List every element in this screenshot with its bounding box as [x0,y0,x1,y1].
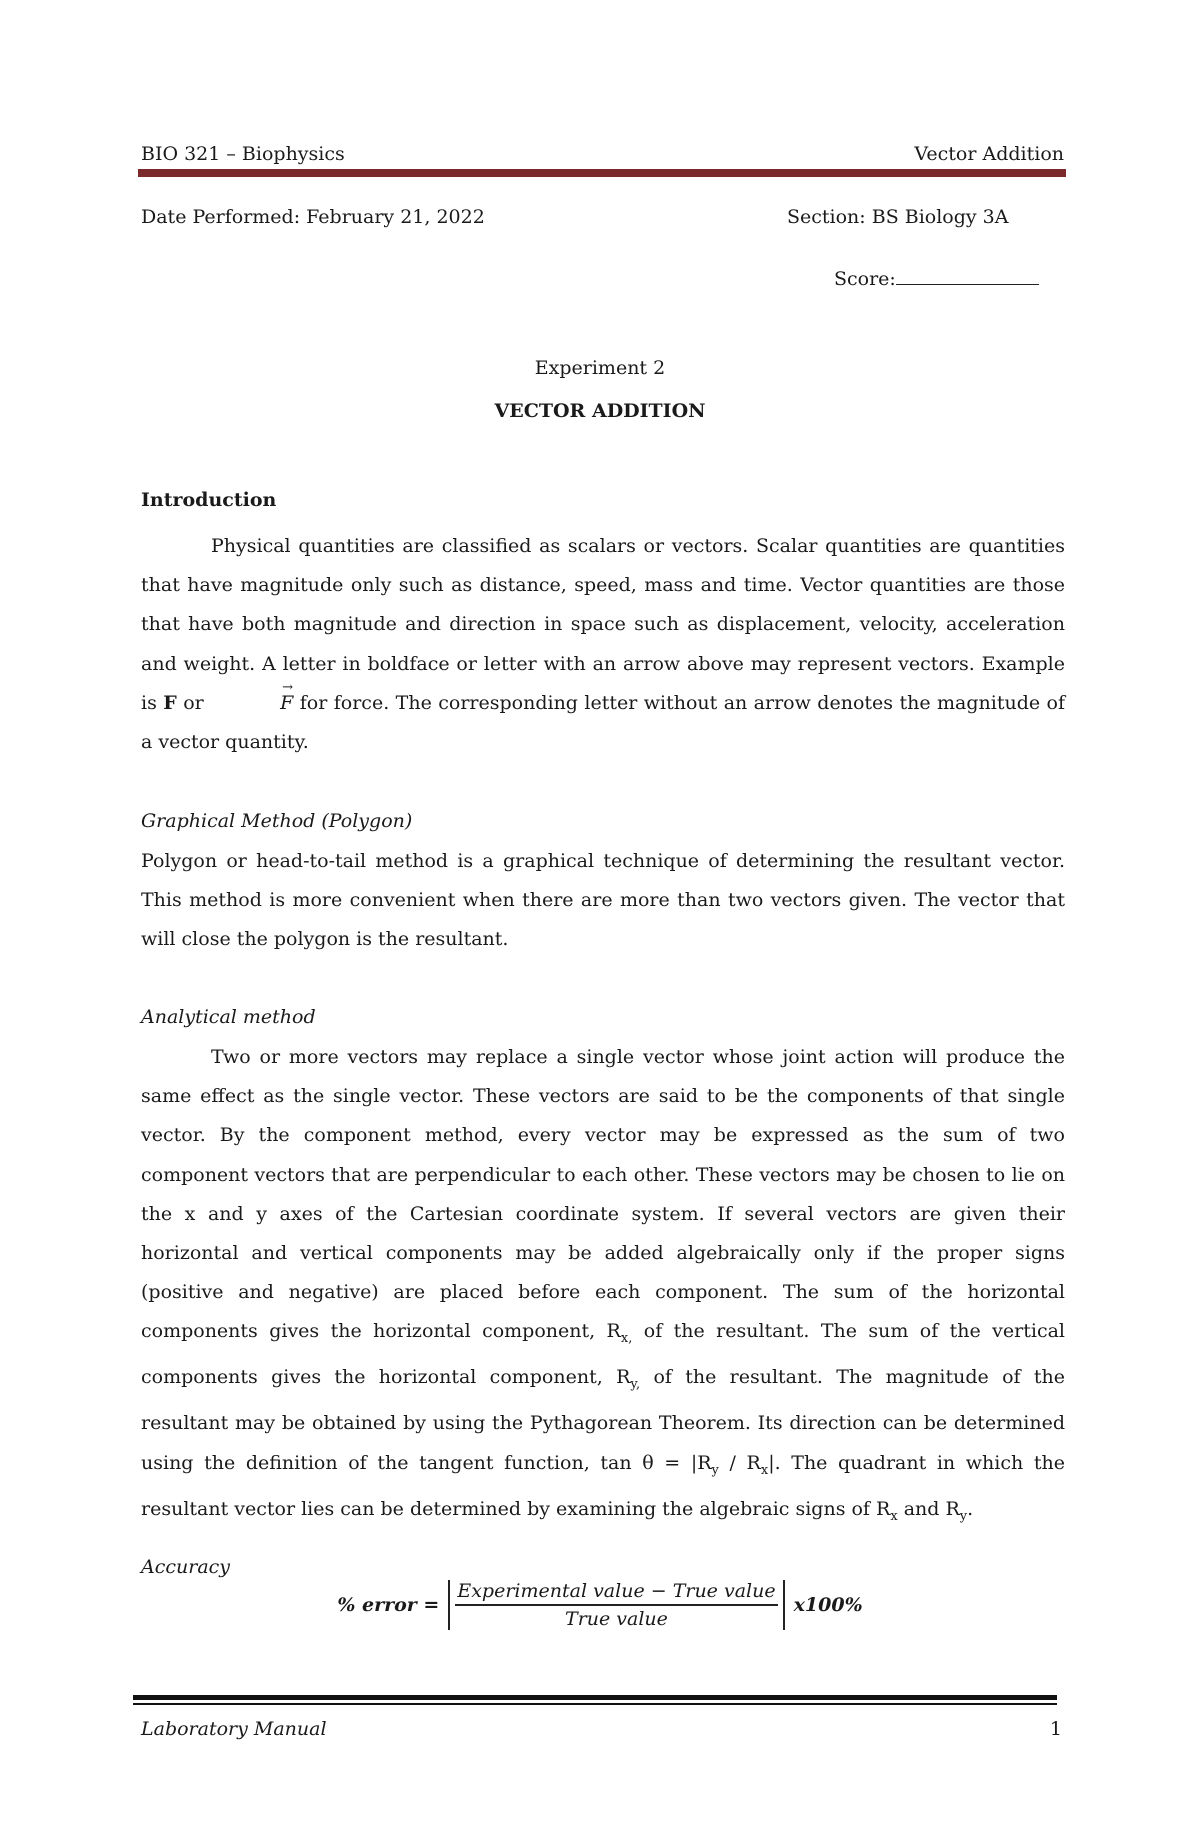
page-number: 1 [1049,1718,1062,1740]
header-topic: Vector Addition [914,143,1064,165]
subscript-x: x, [620,1331,633,1347]
arrow-vector-F: → F [210,684,293,723]
date-performed: Date Performed: February 21, 2022 [141,206,485,228]
score-label: Score: [834,268,896,290]
abs-bar-left [448,1580,450,1630]
subscript-y: y, [630,1377,641,1393]
intro-or: or [176,691,211,714]
experiment-number: Experiment 2 [534,357,666,379]
formula-denominator: True value [565,1608,668,1630]
score-field [834,266,1039,290]
subscript-x: x [760,1462,769,1478]
analytical-method-heading: Analytical method [141,1006,316,1028]
accuracy-heading: Accuracy [141,1556,231,1578]
footer-label: Laboratory Manual [141,1718,327,1740]
header-rule [138,169,1066,177]
abs-bar-right [783,1580,785,1630]
section-label: Section: BS Biology 3A [787,206,1009,228]
percent-error-formula [0,1580,1200,1630]
analytical-text-4: / R [718,1451,761,1474]
experiment-title: VECTOR ADDITION [494,400,706,422]
analytical-text-6: and R [897,1497,960,1520]
fraction [453,1580,779,1630]
absolute-value [445,1580,787,1630]
formula-rhs: x100% [793,1594,863,1616]
graphical-method-heading: Graphical Method (Polygon) [141,810,413,832]
analytical-text-5: |. The quadrant in which the resultant vector lies can be determined by examining the algebraic signs of R [141,1451,1065,1520]
graphical-method-paragraph: Polygon or head-to-tail method is a graphical technique of determining the resultant vector. This method is more convenient when there are more than two vectors given. The vector that will close the polygon is the resultant. [141,850,1065,951]
introduction-heading: Introduction [141,489,277,511]
footer-rule-thick [133,1695,1057,1700]
header-course: BIO 321 – Biophysics [141,143,345,165]
subscript-y: y [711,1462,719,1478]
subscript-y: y [959,1508,968,1524]
subscript-x: x [890,1508,898,1524]
formula-numerator: Experimental value − True value [455,1580,777,1606]
analytical-text-1: Two or more vectors may replace a single vector whose joint action will produce the same effect as the single vector. These vectors are said to be the components of that single vector. By the component method, every vector may be expressed as the sum of two component vectors that are perpendicular to each other. These vectors may be chosen to lie on the x and y axes of the Cartesian coordinate system. If several vectors are given their horizontal and vertical components may be added algebraically only if the proper signs (positive and negative) are placed before each component. The sum of the horizontal components gives the horizontal component, R [141,1046,1065,1343]
score-blank-line [896,266,1039,285]
footer-rule-thin [133,1703,1057,1705]
introduction-paragraph [141,527,1065,762]
analytical-method-paragraph [141,1038,1065,1536]
bold-vector-F: F [163,691,177,714]
analytical-text-3: of the resultant. The magnitude of the resultant may be obtained by using the Pythagorean Theorem. Its direction can be determined using the definition of the tangent function, tan θ = |R [141,1366,1065,1474]
formula-lhs: % error = [337,1594,440,1616]
analytical-text-7: . [967,1497,974,1520]
intro-text-part2: for force. The corresponding letter without an arrow denotes the magnitude of a vector quantity. [141,691,1065,754]
intro-text-part1: Physical quantities are classified as scalars or vectors. Scalar quantities are quantities that have magnitude only such as distance, speed, mass and time. Vector quantities are those that have both magnitude and direction in space such as displacement, velocity, acceleration and weight. A letter in boldface or letter with an arrow above may represent vectors. Example is [141,535,1065,714]
analytical-text-2: of the resultant. The sum of the vertical components gives the horizontal component, R [141,1320,1065,1389]
